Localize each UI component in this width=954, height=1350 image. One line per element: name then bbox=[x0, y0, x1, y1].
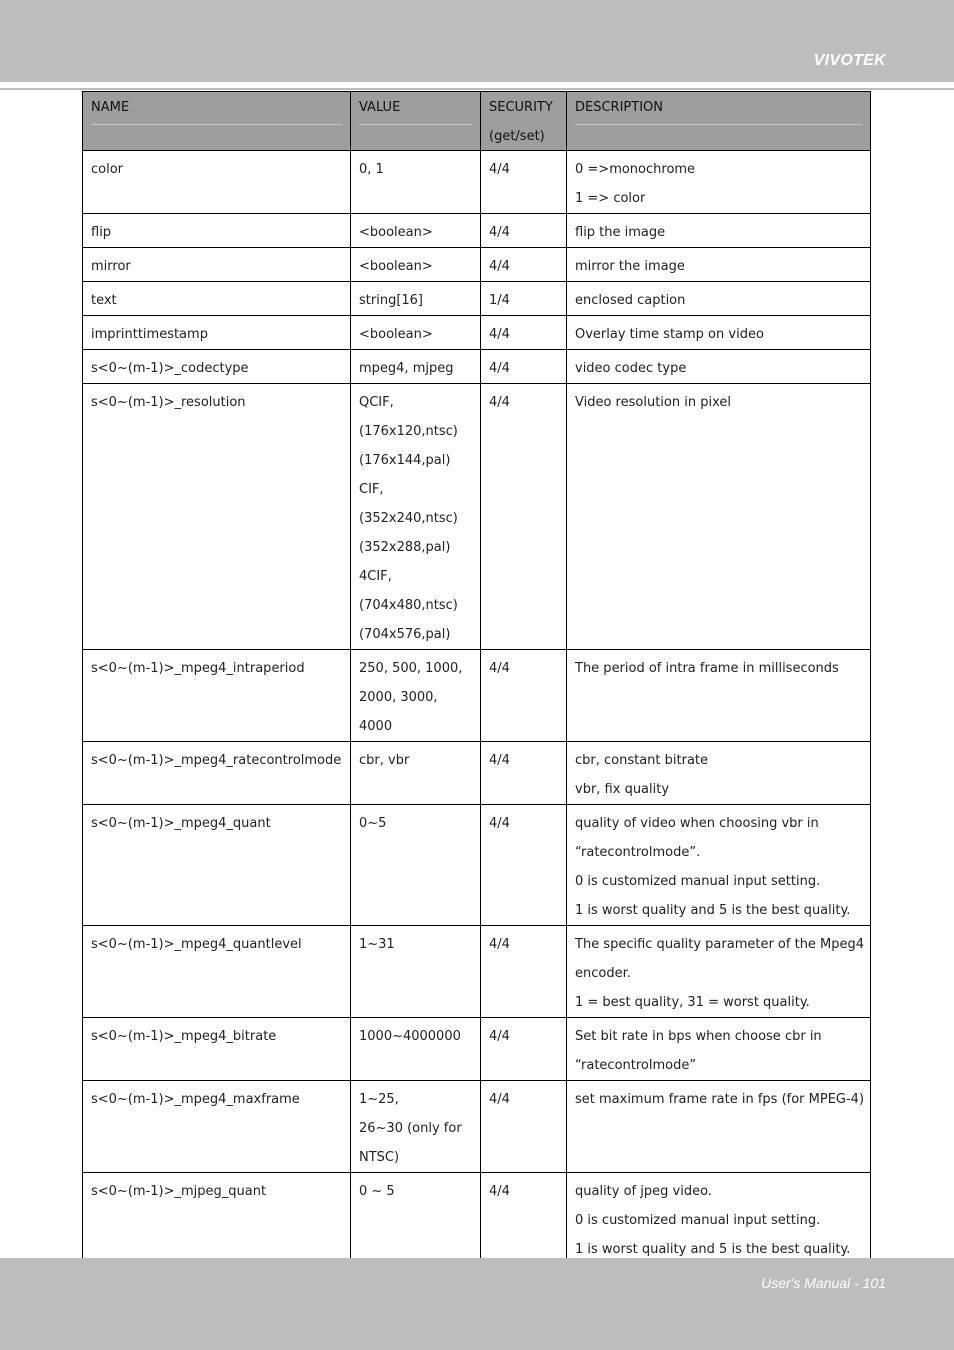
header-divider bbox=[0, 88, 954, 90]
table-row bbox=[83, 650, 871, 742]
cell-description bbox=[567, 1018, 871, 1081]
cell-description-text: 1 is worst quality and 5 is the best quality. bbox=[575, 1242, 851, 1257]
column-header-security bbox=[481, 92, 567, 151]
cell-description bbox=[567, 316, 871, 350]
cell-value-text: 0~5 bbox=[359, 816, 387, 831]
page-footer-band bbox=[0, 1258, 954, 1350]
cell-security bbox=[481, 282, 567, 316]
cell-name-text: s<0~(m-1)>_mpeg4_quant bbox=[91, 816, 271, 831]
cell-name bbox=[83, 742, 351, 805]
table-row bbox=[83, 248, 871, 282]
cell-security bbox=[481, 316, 567, 350]
cell-security-text: 4/4 bbox=[489, 937, 510, 952]
cell-value-text: 1~25, bbox=[359, 1092, 399, 1107]
cell-description bbox=[567, 350, 871, 384]
cell-security-text: 4/4 bbox=[489, 162, 510, 177]
cell-name bbox=[83, 151, 351, 214]
page-number-footer: User's Manual - 101 bbox=[761, 1275, 886, 1291]
cell-value-text: 0, 1 bbox=[359, 162, 384, 177]
table-row bbox=[83, 742, 871, 805]
cell-name bbox=[83, 1081, 351, 1173]
cell-name-text: s<0~(m-1)>_mpeg4_ratecontrolmode bbox=[91, 753, 342, 768]
cell-security bbox=[481, 1081, 567, 1173]
column-header-name bbox=[83, 92, 351, 151]
cell-name-text: s<0~(m-1)>_resolution bbox=[91, 395, 246, 410]
cell-description-text: 1 is worst quality and 5 is the best quality. bbox=[575, 903, 851, 918]
cell-description-text: mirror the image bbox=[575, 259, 685, 274]
table-row bbox=[83, 384, 871, 650]
cell-value bbox=[351, 926, 481, 1018]
table-row bbox=[83, 926, 871, 1018]
cell-value bbox=[351, 1018, 481, 1081]
table-row bbox=[83, 214, 871, 248]
cell-value bbox=[351, 151, 481, 214]
cell-description-text: Overlay time stamp on video bbox=[575, 327, 764, 342]
cell-description-text: “ratecontrolmode” bbox=[575, 1058, 697, 1073]
cell-value-text: CIF, bbox=[359, 482, 384, 497]
cell-value-text: (176x120,ntsc) bbox=[359, 424, 458, 439]
parameter-table bbox=[82, 91, 871, 1265]
cell-value-text: 0 ~ 5 bbox=[359, 1184, 395, 1199]
cell-security-text: 4/4 bbox=[489, 816, 510, 831]
cell-description-text: 1 = best quality, 31 = worst quality. bbox=[575, 995, 810, 1010]
cell-description bbox=[567, 926, 871, 1018]
cell-value-text: (352x240,ntsc) bbox=[359, 511, 458, 526]
cell-name-text: s<0~(m-1)>_mpeg4_intraperiod bbox=[91, 661, 305, 676]
cell-name bbox=[83, 1018, 351, 1081]
cell-description bbox=[567, 248, 871, 282]
cell-description bbox=[567, 805, 871, 926]
cell-value-text: <boolean> bbox=[359, 259, 433, 274]
column-header-sublabel: (get/set) bbox=[489, 129, 545, 144]
cell-description-text: “ratecontrolmode”. bbox=[575, 845, 701, 860]
cell-name-text: color bbox=[91, 162, 124, 177]
cell-name-text: text bbox=[91, 293, 117, 308]
cell-name bbox=[83, 1173, 351, 1265]
table-row bbox=[83, 282, 871, 316]
cell-description-text: cbr, constant bitrate bbox=[575, 753, 709, 768]
cell-security-text: 4/4 bbox=[489, 1029, 510, 1044]
cell-name-text: s<0~(m-1)>_codectype bbox=[91, 361, 249, 376]
cell-description-text: Set bit rate in bps when choose cbr in bbox=[575, 1029, 822, 1044]
column-header-description bbox=[567, 92, 871, 151]
cell-description-text: 0 =>monochrome bbox=[575, 162, 696, 177]
cell-security bbox=[481, 384, 567, 650]
table-row bbox=[83, 316, 871, 350]
cell-name-text: imprinttimestamp bbox=[91, 327, 208, 342]
cell-value-text: (352x288,pal) bbox=[359, 540, 451, 555]
cell-description bbox=[567, 1081, 871, 1173]
cell-value-text: <boolean> bbox=[359, 327, 433, 342]
cell-value-text: (176x144,pal) bbox=[359, 453, 451, 468]
cell-value bbox=[351, 742, 481, 805]
cell-value bbox=[351, 248, 481, 282]
page-header-band bbox=[0, 0, 954, 82]
cell-security bbox=[481, 151, 567, 214]
cell-value-text: 250, 500, 1000, bbox=[359, 661, 463, 676]
cell-name bbox=[83, 350, 351, 384]
cell-security-text: 4/4 bbox=[489, 753, 510, 768]
cell-value-text: (704x480,ntsc) bbox=[359, 598, 458, 613]
cell-name bbox=[83, 214, 351, 248]
cell-description-text: enclosed caption bbox=[575, 293, 686, 308]
table-row bbox=[83, 1018, 871, 1081]
cell-value-text: string[16] bbox=[359, 293, 424, 308]
cell-description-text: set maximum frame rate in fps (for MPEG-4) bbox=[575, 1092, 865, 1107]
cell-security-text: 1/4 bbox=[489, 293, 510, 308]
table-row bbox=[83, 805, 871, 926]
cell-security-text: 4/4 bbox=[489, 361, 510, 376]
cell-name bbox=[83, 282, 351, 316]
cell-name-text: s<0~(m-1)>_mpeg4_maxframe bbox=[91, 1092, 300, 1107]
cell-value bbox=[351, 1081, 481, 1173]
cell-value-text: NTSC) bbox=[359, 1150, 400, 1165]
table-row bbox=[83, 151, 871, 214]
cell-security bbox=[481, 1173, 567, 1265]
cell-description-text: The specific quality parameter of the Mpeg4 bbox=[575, 937, 865, 952]
cell-description-text: quality of jpeg video. bbox=[575, 1184, 712, 1199]
column-header-label: DESCRIPTION bbox=[575, 96, 862, 125]
cell-security bbox=[481, 350, 567, 384]
cell-value-text: 4000 bbox=[359, 719, 393, 734]
cell-value bbox=[351, 350, 481, 384]
table-header bbox=[83, 92, 871, 151]
cell-description bbox=[567, 650, 871, 742]
cell-value bbox=[351, 316, 481, 350]
cell-name bbox=[83, 650, 351, 742]
cell-value bbox=[351, 214, 481, 248]
table-body bbox=[83, 151, 871, 1265]
cell-description bbox=[567, 384, 871, 650]
cell-security bbox=[481, 650, 567, 742]
cell-name bbox=[83, 316, 351, 350]
column-header-label: VALUE bbox=[359, 96, 472, 125]
cell-security bbox=[481, 926, 567, 1018]
cell-description-text: 1 => color bbox=[575, 191, 646, 206]
cell-name bbox=[83, 384, 351, 650]
cell-security-text: 4/4 bbox=[489, 259, 510, 274]
column-header-label: NAME bbox=[91, 96, 342, 125]
cell-name bbox=[83, 248, 351, 282]
cell-value bbox=[351, 650, 481, 742]
cell-value-text: 2000, 3000, bbox=[359, 690, 438, 705]
table-row bbox=[83, 1173, 871, 1265]
cell-value-text: <boolean> bbox=[359, 225, 433, 240]
cell-description-text: The period of intra frame in milliseconds bbox=[575, 661, 839, 676]
cell-description bbox=[567, 282, 871, 316]
cell-value-text: QCIF, bbox=[359, 395, 394, 410]
cell-value-text: mpeg4, mjpeg bbox=[359, 361, 454, 376]
cell-security bbox=[481, 805, 567, 926]
cell-security-text: 4/4 bbox=[489, 1184, 510, 1199]
cell-value bbox=[351, 1173, 481, 1265]
cell-description bbox=[567, 1173, 871, 1265]
cell-value-text: 1000~4000000 bbox=[359, 1029, 461, 1044]
table-row bbox=[83, 350, 871, 384]
cell-description-text: Video resolution in pixel bbox=[575, 395, 731, 410]
cell-security bbox=[481, 1018, 567, 1081]
cell-value-text: 26~30 (only for bbox=[359, 1121, 462, 1136]
cell-value bbox=[351, 282, 481, 316]
cell-value-text: (704x576,pal) bbox=[359, 627, 451, 642]
cell-name-text: s<0~(m-1)>_mjpeg_quant bbox=[91, 1184, 267, 1199]
cell-value-text: 1~31 bbox=[359, 937, 395, 952]
cell-value-text: cbr, vbr bbox=[359, 753, 410, 768]
brand-logo-text: VIVOTEK bbox=[813, 52, 886, 69]
cell-description-text: flip the image bbox=[575, 225, 666, 240]
cell-description-text: 0 is customized manual input setting. bbox=[575, 1213, 821, 1228]
table-row bbox=[83, 1081, 871, 1173]
cell-name bbox=[83, 805, 351, 926]
cell-description-text: 0 is customized manual input setting. bbox=[575, 874, 821, 889]
cell-security bbox=[481, 248, 567, 282]
cell-name bbox=[83, 926, 351, 1018]
cell-security bbox=[481, 742, 567, 805]
cell-description bbox=[567, 742, 871, 805]
cell-description-text: video codec type bbox=[575, 361, 687, 376]
cell-name-text: flip bbox=[91, 225, 112, 240]
cell-name-text: mirror bbox=[91, 259, 131, 274]
column-header-label: SECURITY bbox=[489, 100, 553, 115]
cell-description bbox=[567, 214, 871, 248]
cell-value bbox=[351, 805, 481, 926]
cell-value bbox=[351, 384, 481, 650]
cell-security-text: 4/4 bbox=[489, 395, 510, 410]
cell-security-text: 4/4 bbox=[489, 661, 510, 676]
cell-security-text: 4/4 bbox=[489, 1092, 510, 1107]
cell-description-text: encoder. bbox=[575, 966, 631, 981]
cell-description-text: vbr, fix quality bbox=[575, 782, 670, 797]
column-header-value bbox=[351, 92, 481, 151]
cell-name-text: s<0~(m-1)>_mpeg4_bitrate bbox=[91, 1029, 277, 1044]
header-row bbox=[83, 92, 871, 151]
cell-security-text: 4/4 bbox=[489, 225, 510, 240]
cell-name-text: s<0~(m-1)>_mpeg4_quantlevel bbox=[91, 937, 302, 952]
cell-security-text: 4/4 bbox=[489, 327, 510, 342]
cell-security bbox=[481, 214, 567, 248]
cell-value-text: 4CIF, bbox=[359, 569, 392, 584]
cell-description bbox=[567, 151, 871, 214]
cell-description-text: quality of video when choosing vbr in bbox=[575, 816, 819, 831]
